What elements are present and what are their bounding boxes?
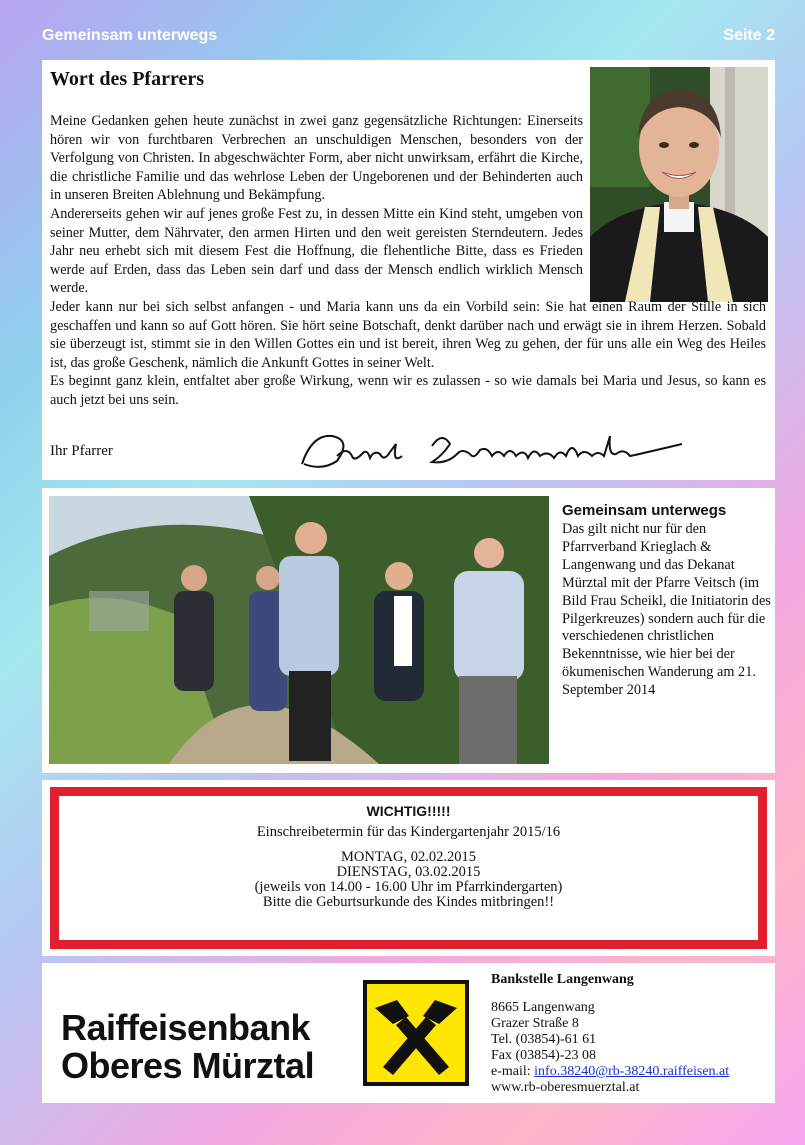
bank-name-line-1: Raiffeisenbank — [61, 1007, 311, 1048]
signature-label: Ihr Pfarrer — [50, 443, 113, 459]
article-title: Wort des Pfarrers — [50, 68, 205, 90]
raiffeisen-logo-icon — [363, 980, 469, 1086]
walk-article — [42, 488, 775, 773]
notice-date-1: MONTAG, 02.02.2015 — [341, 849, 476, 865]
caption-title: Gemeinsam unterwegs — [562, 502, 727, 519]
bank-contact — [491, 972, 729, 1096]
notice-title: WICHTIG!!!!! — [366, 803, 451, 819]
notice-line: Einschreibetermin für das Kindergartenjahr 2015/16 — [256, 824, 561, 840]
page-number: Seite 2 — [723, 27, 775, 44]
bank-name-line-2: Oberes Mürztal — [61, 1045, 315, 1086]
notice-date-2: DIENSTAG, 03.02.2015 — [336, 864, 481, 880]
website[interactable]: www.rb-oberesmuerztal.at — [491, 1080, 640, 1095]
paragraph-3: Jeder kann nur bei sich selbst anfangen - und Maria kann uns da ein Vorbild sein: Sie hat einen Raum der Stille in sich geschaffen und kann so auf Gott hören. Sie hört seine Botschaft, denkt darüber nach und erwägt sie in ihrem Herzen. Sobald sie überzeugt ist, stimmt sie in den Willen Gottes ein und ist bereit, ihren Weg zu gehen, der für uns alle ein Weg des Heiles ist, das große Geschenk, nämlich die Ankunft Gottes in seiner Welt. — [50, 298, 766, 371]
branch-name: Bankstelle Langenwang — [491, 972, 634, 987]
email-link[interactable]: info.38240@rb-38240.raiffeisen.at — [534, 1064, 730, 1079]
phone: Tel. (03854)-61 61 — [491, 1032, 597, 1047]
photo-caption: Das gilt nicht nur für den Pfarrverband Krieglach & Langenwang und das Dekanat Mürztal mit der Pfarre Veitsch (im Bild Frau Scheikl, die Initiatorin des Pilgerkreuzes) sondern auch für die verschiedenen christlichen Bekenntnisse, wie hier bei der ökumenischen Wanderung am 21. September 2014 — [562, 521, 771, 699]
notice-request: Bitte die Geburtsurkunde des Kindes mitbringen!! — [262, 894, 555, 910]
email-label: e-mail: — [491, 1064, 535, 1079]
email-row — [491, 1064, 729, 1080]
notice-time: (jeweils von 14.00 - 16.00 Uhr im Pfarrkindergarten) — [254, 879, 563, 895]
address-line-2: Grazer Straße 8 — [491, 1016, 579, 1031]
newsletter-title: Gemeinsam unterwegs — [42, 27, 218, 44]
paragraph-1: Meine Gedanken gehen heute zunächst in zwei ganz gegensätzliche Richtungen: Einerseits hören wir von furchtbaren Verbrechen an unschuldigen Menschen, besonders von der Verfolgung von Christen. In abgeschwächter Form, aber nicht unwirksam, erfährt die Kirche, die christliche Familie und das wehrlose Leben der Ungeborenen und der Behinderten auch in unseren Breiten Ablehnung und Bekämpfung. — [50, 113, 583, 204]
fax: Fax (03854)-23 08 — [491, 1048, 596, 1063]
bank-advertisement — [42, 963, 775, 1103]
article-body — [50, 112, 770, 410]
paragraph-2: Andererseits gehen wir auf jenes große Fest zu, in dessen Mitte ein Kind steht, umgeben von seiner Mutter, dem Nährvater, den armen Hirten und den weit gereisten Sterndeutern. Jedes Jahr neu erhebt sich mit diesem Fest die Hoffnung, die flehentliche Bitte, dass es Frieden werde auf Erden, dass das Leben sein darf und dass der Mensch endlich wirklich Mensch werde. — [50, 205, 583, 297]
bank-name — [61, 1009, 314, 1085]
paragraph-4: Es beginnt ganz klein, entfaltet aber große Wirkung, wenn wir es zulassen - so wie damals bei Maria und Jesus, so kann es auch jetzt bei uns sein. — [50, 373, 766, 408]
hiking-group-photo — [49, 496, 549, 764]
kindergarten-notice-panel — [42, 780, 775, 956]
signature-image — [292, 426, 692, 476]
address-line-1: 8665 Langenwang — [491, 1000, 595, 1015]
pastor-article — [42, 60, 775, 480]
notice-box — [50, 787, 767, 949]
